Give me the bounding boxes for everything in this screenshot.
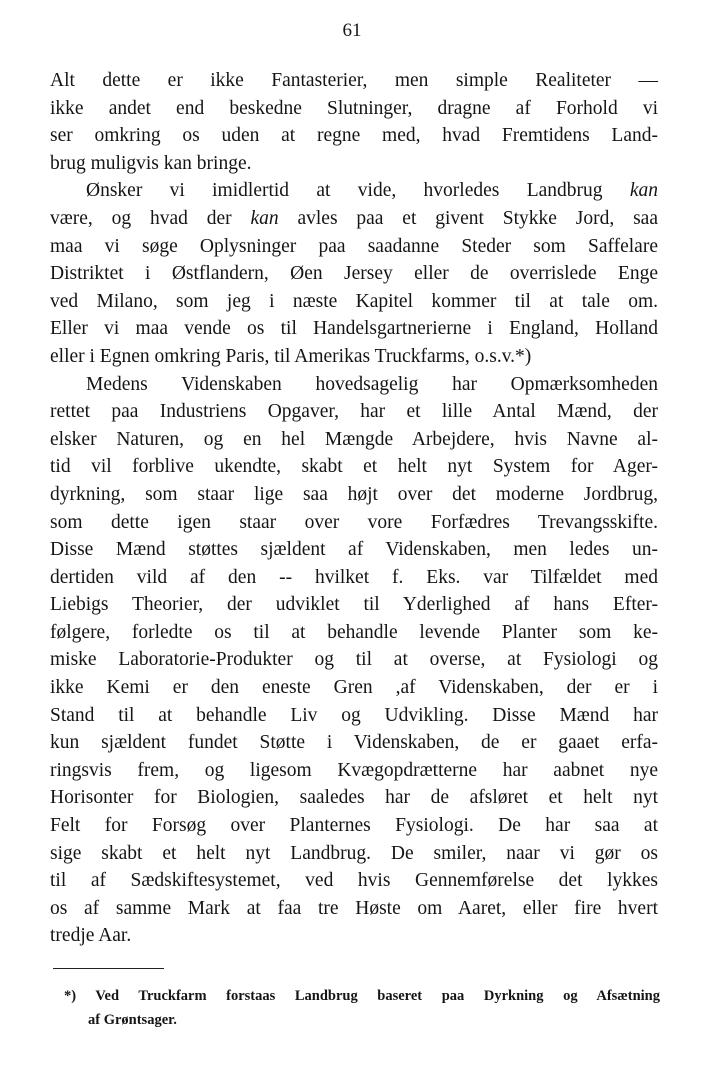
footnote-divider <box>53 968 164 969</box>
emphasized-word: kan <box>250 207 279 229</box>
text-line: elsker Naturen, og en hel Mængde Arbejdere, hvis Navne al- <box>50 428 658 450</box>
text-line: Eller vi maa vende os til Handelsgartnerierne i England, Holland <box>50 318 658 340</box>
text-line: kun sjældent fundet Støtte i Videnskaben, de er gaaet erfa- <box>50 732 658 754</box>
text-line: ser omkring os uden at regne med, hvad Fremtidens Land- <box>50 125 658 147</box>
text-line: være, og hvad der kan avles paa et givent Stykke Jord, saa <box>50 207 658 229</box>
text-line: tid vil forblive ukendte, skabt et helt nyt System for Ager- <box>50 456 658 478</box>
text-line: ved Milano, som jeg i næste Kapitel kommer til at tale om. <box>50 290 658 312</box>
text-line: dyrkning, som staar lige saa højt over det moderne Jordbrug, <box>50 483 658 505</box>
text-line: Stand til at behandle Liv og Udvikling. Disse Mænd har <box>50 704 658 726</box>
text-line: til af Sædskiftesystemet, ved hvis Gennemførelse det lykkes <box>50 870 658 892</box>
emphasized-word: kan <box>629 180 658 202</box>
text-line: brug muligvis kan bringe. <box>50 152 252 174</box>
text-line: rettet paa Industriens Opgaver, har et lille Antal Mænd, der <box>50 401 658 423</box>
text-line: Alt dette er ikke Fantasterier, men simple Realiteter — <box>50 70 658 91</box>
text-line: Horisonter for Biologien, saaledes har de afsløret et helt nyt <box>50 787 658 809</box>
page-number: 61 <box>342 20 362 41</box>
text-line: sige skabt et helt nyt Landbrug. De smiler, naar vi gør os <box>50 842 658 864</box>
text-line: ikke Kemi er den eneste Gren ,af Videnskaben, der er i <box>50 677 658 699</box>
text-line: ringsvis frem, og ligesom Kvægopdrætterne har aabnet nye <box>50 759 658 781</box>
footnote-line: *) Ved Truckfarm forstaas Landbrug baseret paa Dyrkning og Afsætning <box>64 988 660 1004</box>
text-line: maa vi søge Oplysninger paa saadanne Steder som Saffelare <box>50 235 658 257</box>
text-line: følgere, forledte os til at behandle levende Planter som ke- <box>50 621 658 643</box>
text-line: Medens Videnskaben hovedsagelig har Opmærksomheden <box>86 373 658 395</box>
body-text <box>50 67 658 950</box>
text-line: som dette igen staar over vore Forfædres Trevangsskifte. <box>50 511 658 533</box>
footnote <box>50 984 660 1032</box>
text-line: Liebigs Theorier, der udviklet til Yderlighed af hans Efter- <box>50 594 658 616</box>
text-line: miske Laboratorie-Produkter og til at overse, at Fysiologi og <box>50 649 658 671</box>
footnote-line: af Grøntsager. <box>88 1012 177 1028</box>
text-line: Disse Mænd støttes sjældent af Videnskaben, men ledes un- <box>50 539 658 561</box>
text-line: os af samme Mark at faa tre Høste om Aaret, eller fire hvert <box>50 897 658 919</box>
text-line: Distriktet i Østflandern, Øen Jersey eller de overrislede Enge <box>50 263 658 285</box>
text-line: Ønsker vi imidlertid at vide, hvorledes Landbrug kan <box>86 180 658 202</box>
text-line: dertiden vild af den -- hvilket f. Eks. var Tilfældet med <box>50 566 658 588</box>
text-line: Felt for Forsøg over Planternes Fysiologi. De har saa at <box>50 815 658 837</box>
text-line: tredje Aar. <box>50 925 132 947</box>
text-line: eller i Egnen omkring Paris, til Amerikas Truckfarms, o.s.v.*) <box>50 345 532 367</box>
text-line: ikke andet end beskedne Slutninger, dragne af Forhold vi <box>50 97 658 119</box>
